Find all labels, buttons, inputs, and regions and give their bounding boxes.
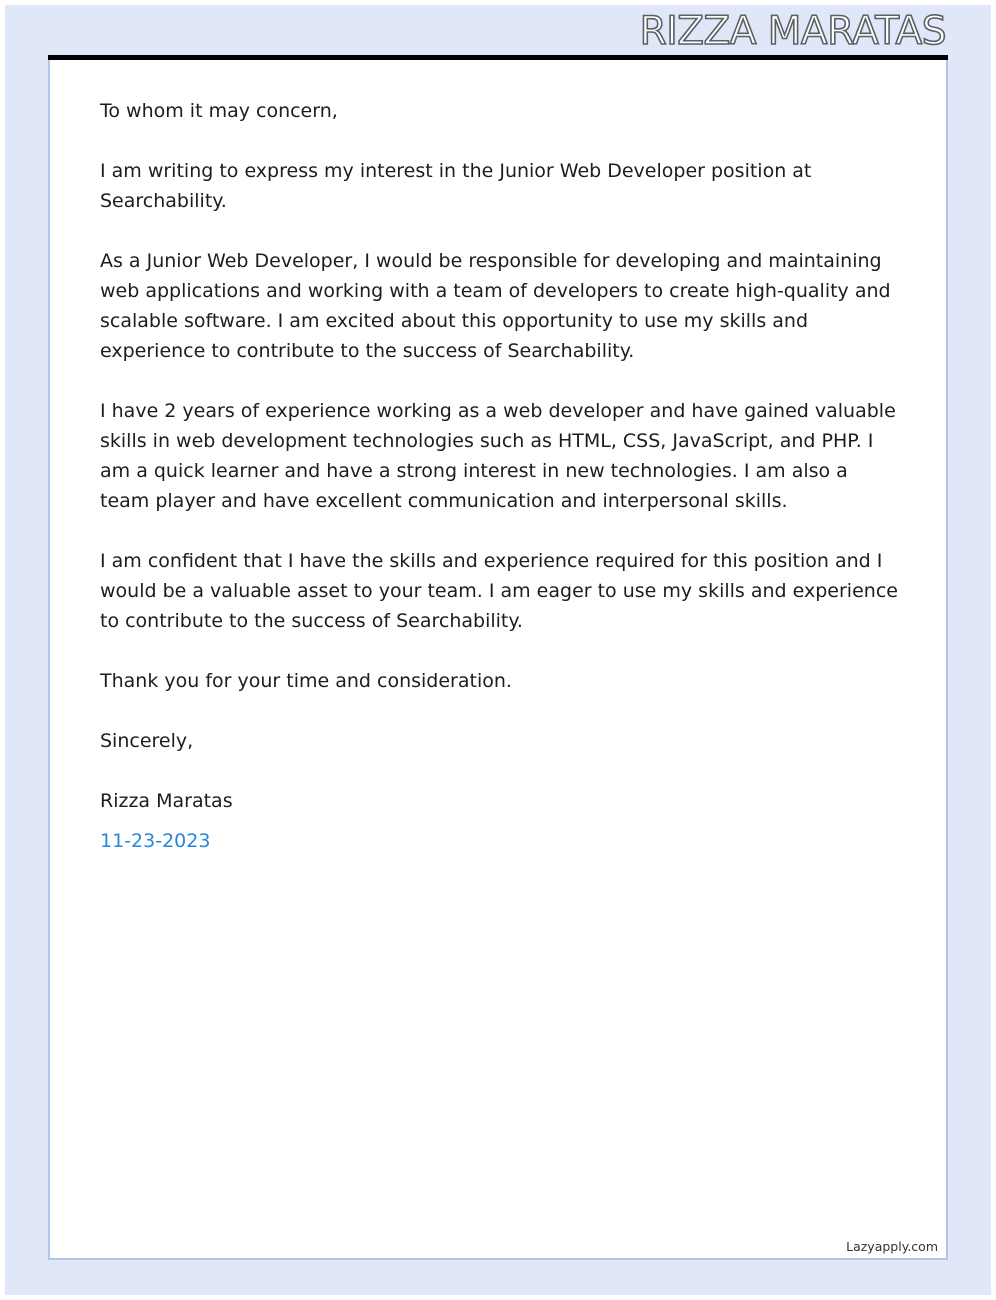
- paragraph-thanks: Thank you for your time and consideration.: [100, 670, 512, 692]
- paragraph-intro: I am writing to express my interest in the Junior Web Developer position at Searchability.: [100, 160, 812, 212]
- paragraph-role: As a Junior Web Developer, I would be responsible for developing and maintaining web applications and working with a team of developers to create high-quality and scalable software. I am excited about this opportunity to use my skills and experience to contribute to the success of Searchability.: [100, 250, 891, 362]
- salutation: To whom it may concern,: [100, 100, 338, 122]
- letter-body: [100, 96, 900, 856]
- paragraph-experience: I have 2 years of experience working as a web developer and have gained valuable skills in web development technologies such as HTML, CSS, JavaScript, and PHP. I am a quick learner and have a strong interest in new technologies. I am also a team player and have excellent communication and interpersonal skills.: [100, 400, 896, 512]
- letter-date: 11-23-2023: [100, 830, 211, 852]
- signature-name: Rizza Maratas: [100, 790, 233, 812]
- letter-page: [48, 60, 948, 1260]
- footer-watermark: Lazyapply.com: [846, 1239, 938, 1254]
- applicant-name-header: RIZZA MARATAS: [639, 9, 946, 54]
- closing: Sincerely,: [100, 730, 194, 752]
- paragraph-confidence: I am confident that I have the skills and experience required for this position and I would be a valuable asset to your team. I am eager to use my skills and experience to contribute to the success of Searchability.: [100, 550, 898, 632]
